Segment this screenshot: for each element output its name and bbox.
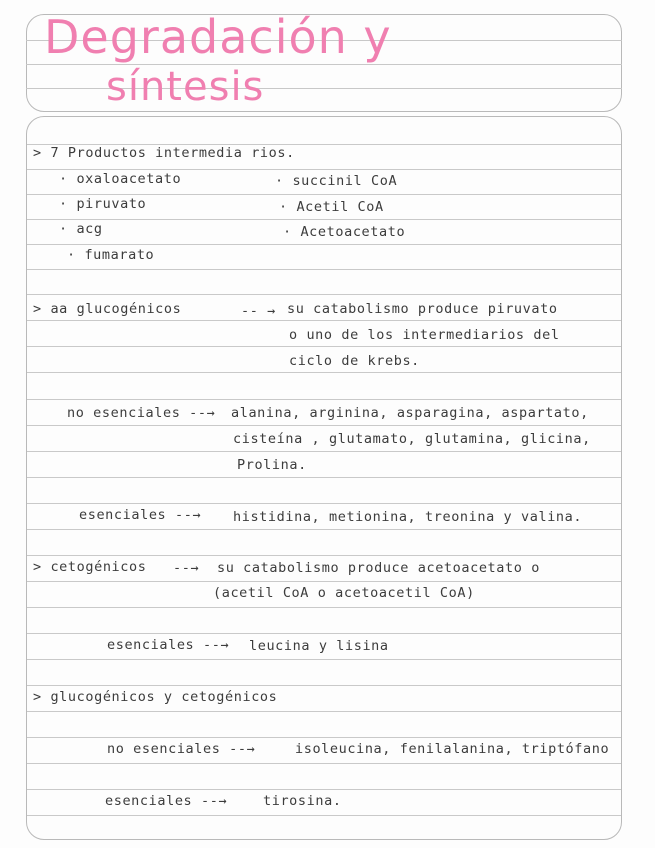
glucogenic-nonessential-line: cisteína , glutamato, glutamina, glicina, (233, 431, 591, 447)
rule (27, 607, 621, 608)
rule (27, 685, 621, 686)
intermediates-heading: > 7 Productos intermedia rios. (33, 145, 295, 161)
rule (27, 425, 621, 426)
intermediate-item: · acg (59, 221, 103, 237)
ketogenic-arrow: --→ (173, 560, 200, 576)
rule (27, 244, 621, 245)
ketogenic-essential-label: esenciales --→ (107, 637, 230, 653)
glucogenic-nonessential-line: Prolina. (237, 457, 307, 473)
both-nonessential-label: no esenciales --→ (107, 741, 256, 757)
page-title-line1: Degradación y (44, 10, 392, 64)
rule (27, 555, 621, 556)
rule (27, 737, 621, 738)
rule (27, 269, 621, 270)
rule (27, 815, 621, 816)
rule (27, 346, 621, 347)
glucogenic-essential-label: esenciales --→ (79, 507, 202, 523)
glucogenic-heading: > aa glucogénicos (33, 301, 182, 317)
glucogenic-essential-text: histidina, metionina, treonina y valina. (233, 509, 583, 525)
glucogenic-nonessential-line: alanina, arginina, asparagina, aspartato, (231, 405, 589, 421)
lined-notes (26, 116, 622, 840)
rule (27, 659, 621, 660)
glucogenic-arrow: -- → (241, 303, 276, 319)
rule (27, 219, 621, 220)
glucogenic-desc-line: su catabolismo produce piruvato (287, 301, 558, 317)
rule (27, 169, 621, 170)
rule (27, 529, 621, 530)
both-essential-text: tirosina. (263, 793, 342, 809)
rule (27, 194, 621, 195)
ketogenic-heading: > cetogénicos (33, 559, 147, 575)
rule (27, 503, 621, 504)
ketogenic-desc-line: su catabolismo produce acetoacetato o (217, 560, 540, 576)
rule (27, 633, 621, 634)
intermediate-item: · fumarato (67, 247, 155, 263)
rule (27, 320, 621, 321)
rule (27, 294, 621, 295)
ketogenic-essential-text: leucina y lisina (249, 638, 389, 654)
glucogenic-desc-line: o uno de los intermediarios del (289, 327, 560, 343)
rule (27, 372, 621, 373)
rule (27, 477, 621, 478)
both-heading: > glucogénicos y cetogénicos (33, 689, 278, 705)
intermediate-item: · Acetil CoA (279, 199, 384, 215)
both-nonessential-text: isoleucina, fenilalanina, triptófano (295, 741, 610, 757)
rule (27, 451, 621, 452)
glucogenic-nonessential-label: no esenciales --→ (67, 405, 216, 421)
intermediate-item: · oxaloacetato (59, 171, 182, 187)
page-title-line2: síntesis (106, 64, 265, 110)
intermediate-item: · piruvato (59, 196, 147, 212)
both-essential-label: esenciales --→ (105, 793, 228, 809)
glucogenic-desc-line: ciclo de krebs. (289, 353, 420, 369)
rule (27, 581, 621, 582)
rule (27, 789, 621, 790)
rule (27, 763, 621, 764)
rule (27, 399, 621, 400)
intermediate-item: · succinil CoA (275, 173, 398, 189)
rule (27, 711, 621, 712)
intermediate-item: · Acetoacetato (283, 224, 406, 240)
ketogenic-desc-line: (acetil CoA o acetoacetil CoA) (213, 585, 475, 601)
